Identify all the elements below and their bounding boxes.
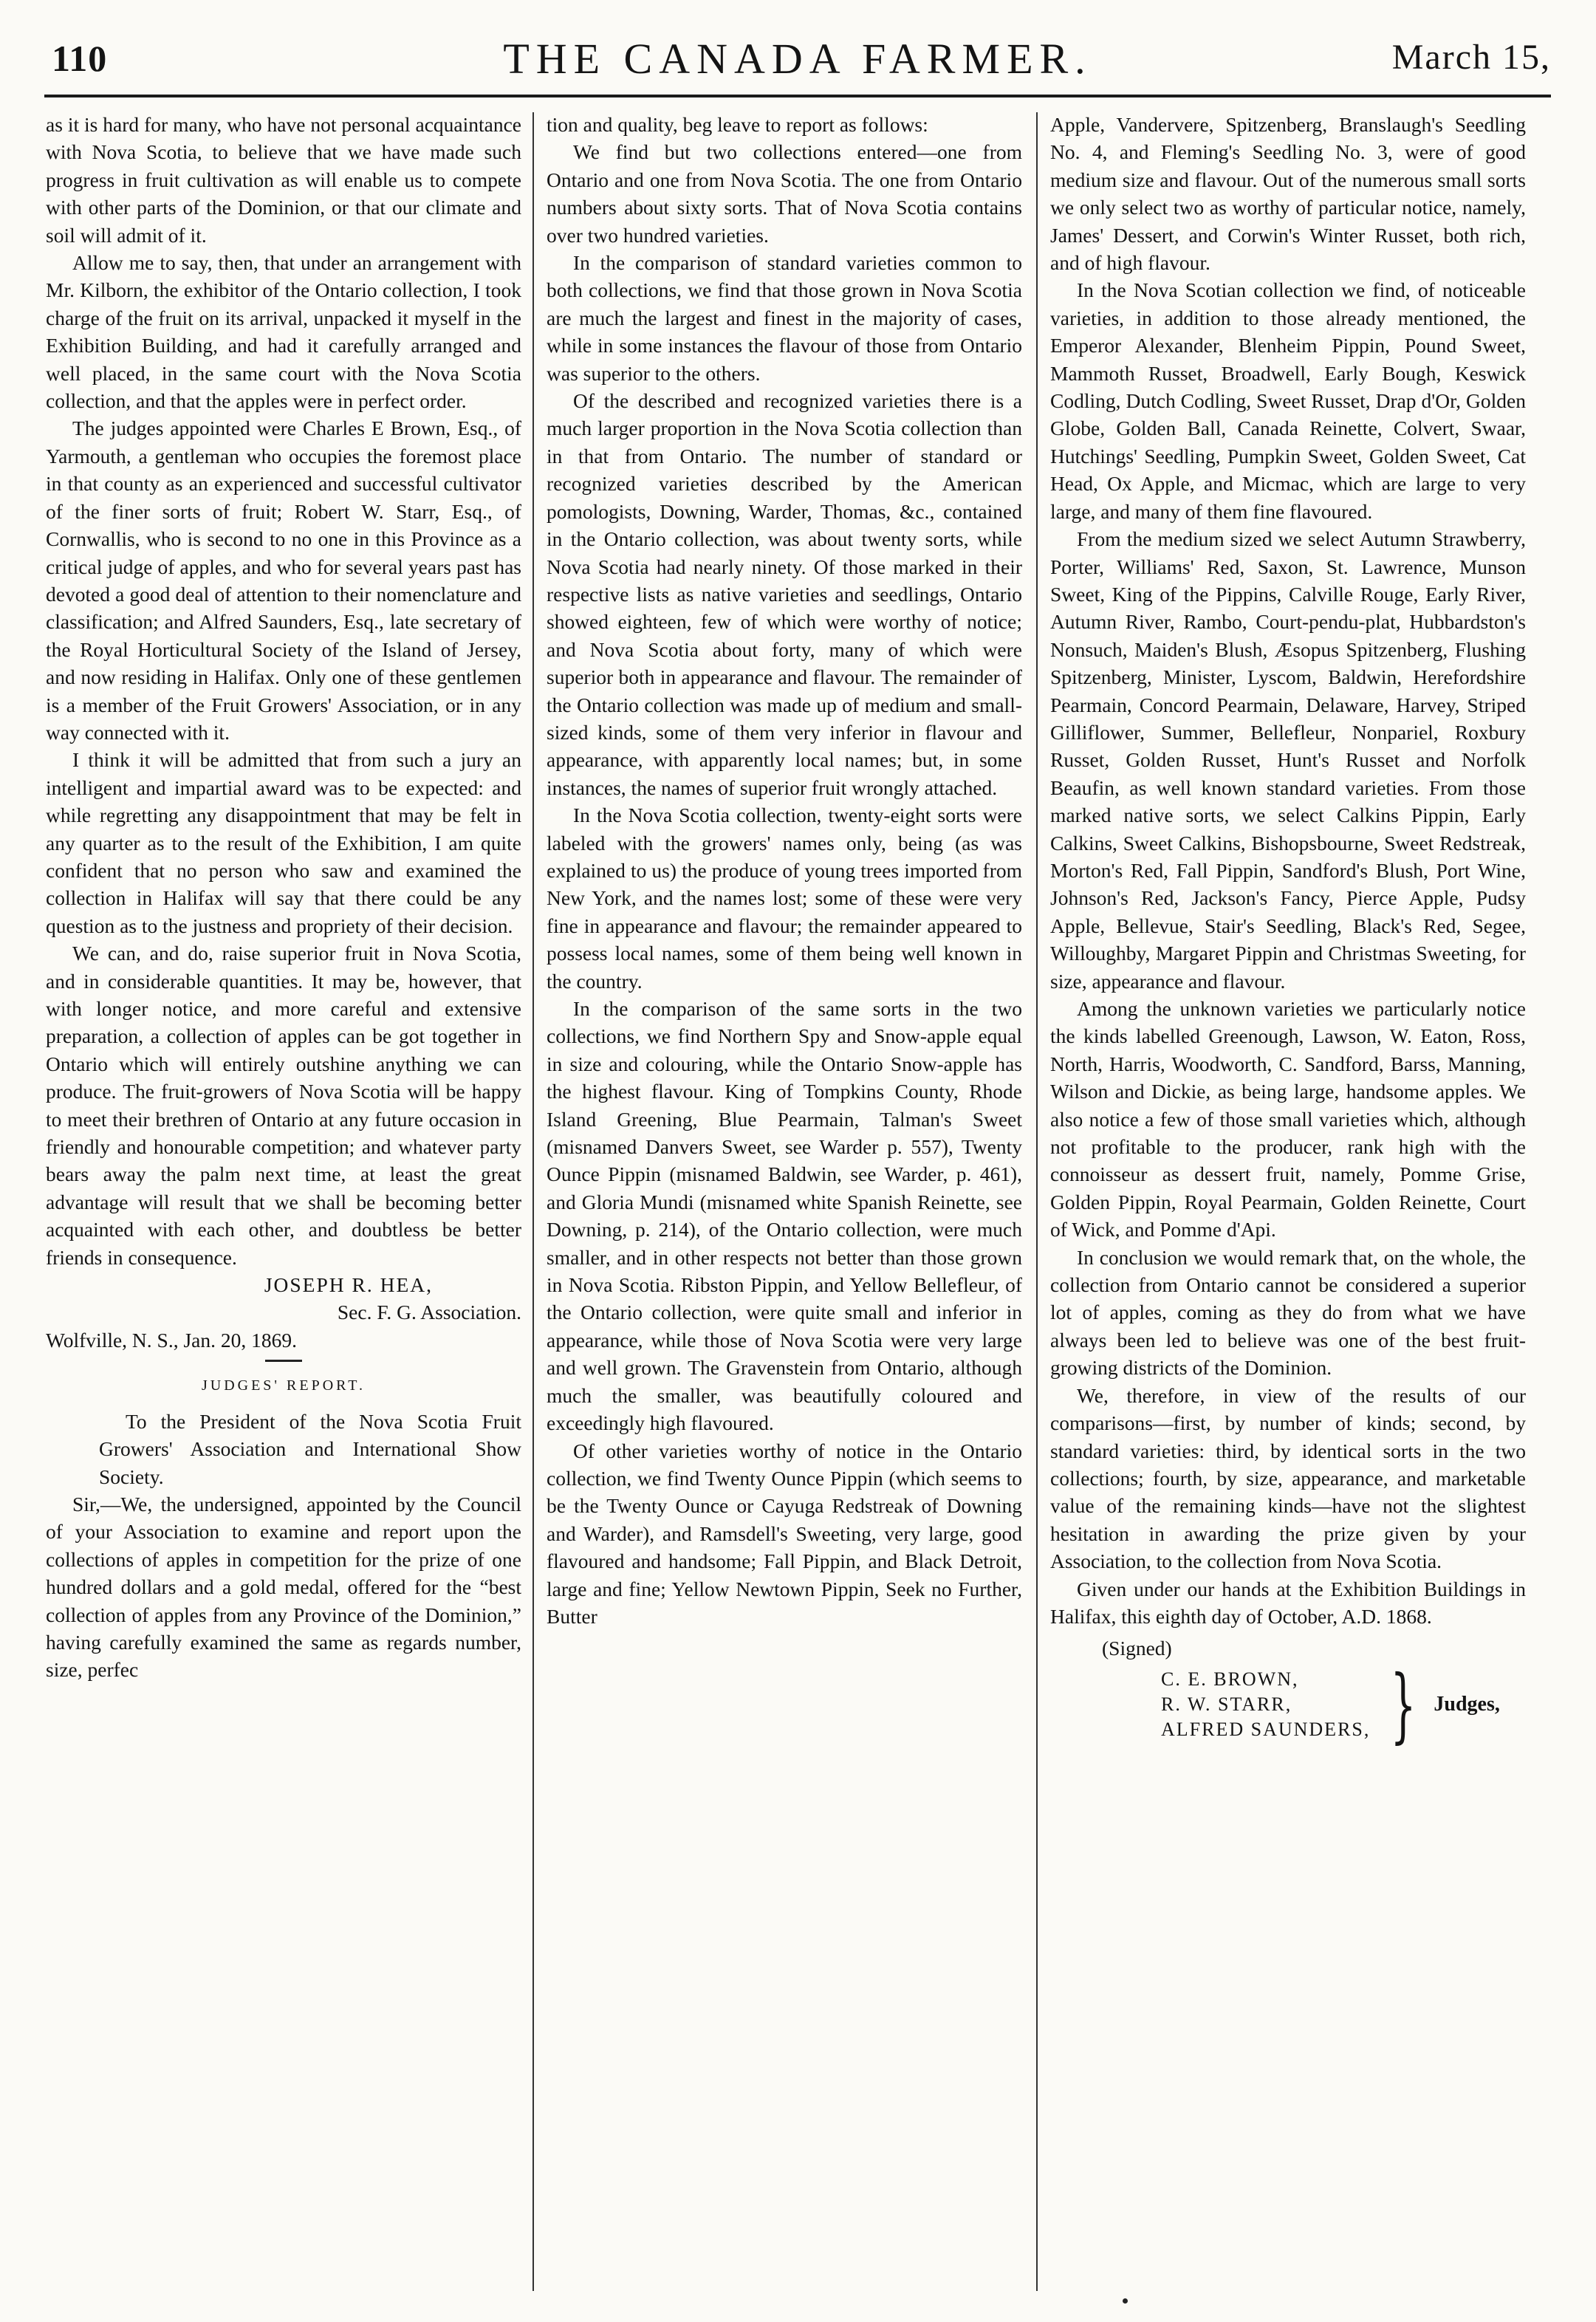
paragraph: From the medium sized we select Autumn Strawberry, Porter, Williams' Red, Saxon, St. Lawrence, Munson Sweet, King of the Pippins, Calville Rouge, Early River, Autumn River, Rambo, Court-pendu-plat, Hubbardston's Nonsuch, Maiden's Blush, Æsopus Spitzenberg, Flushing Spitzenberg, Minister, Lyscom, Baldwin, Herefordshire Pearmain, Concord Pearmain, Delaware, Harvey, Striped Gilliflower, Summer, Bellefleur, Nonpariel, Roxbury Russet, Golden Russet, Hunt's Russet and Norfolk Beaufin, as well known standard varieties. From those marked native sorts, we select Calkins Pippin, Early Calkins, Sweet Calkins, Bishopsbourne, Sweet Redstreak, Morton's Red, Fall Pippin, Sandford's Blush, Port Wine, Johnson's Red, Jackson's Fancy, Pierce Apple, Pudsy Apple, Bellevue, Stair's Seedling, Black's Red, Segee, Willoughby, Margaret Pippin and Christmas Sweeting, for size, appearance and flavour. (1050, 527, 1526, 993)
letter-signature-title: Sec. F. G. Association. (337, 1301, 521, 1324)
paragraph: We find but two collections entered—one from Ontario and one from Nova Scotia. The one from Ontario numbers about sixty sorts. That of Nova Scotia contains over two hundred varieties. (547, 140, 1022, 247)
paragraph: In the comparison of the same sorts in the two collections, we find Northern Spy and Snow-apple equal in size and colouring, while the Ontario Snow-apple has the highest flavour. King of Tompkins County, Rhode Island Greening, Blue Pearmain, Talman's Sweet (misnamed Danvers Sweet, see Warder p. 557), Twenty Ounce Pippin (misnamed Baldwin, see Warder, p. 461), and Gloria Mundi (misnamed white Spanish Reinette, see Downing, p. 214), of the Ontario collection, were much smaller, and in other respects not better than those grown in Nova Scotia. Ribston Pippin, and Yellow Bellefleur, of the Ontario collection, were quite small and inferior in appearance, while those of Nova Scotia were very large and well grown. The Gravenstein from Ontario, although much the smaller, was beautifully coloured and exceedingly high flavoured. (547, 997, 1022, 1435)
paragraph: tion and quality, beg leave to report as follows: (547, 113, 928, 136)
column-2 (547, 111, 1022, 2297)
paragraph: Allow me to say, then, that under an arrangement with Mr. Kilborn, the exhibitor of the Ontario collection, I took charge of the fruit on its arrival, unpacked it myself in the Exhibition Building, and had it carefully arranged and well placed, in the same court with the Nova Scotia collection, and that the apples were in perfect order. (46, 251, 521, 413)
paragraph: In the Nova Scotian collection we find, of noticeable varieties, in addition to those already mentioned, the Emperor Alexander, Blenheim Pippin, Pound Sweet, Mammoth Russet, Broadwell, Early Bough, Keswick Codling, Dutch Codling, Sweet Russet, Drap d'Or, Golden Globe, Golden Ball, Canada Reinette, Colvert, Swaar, Hutchings' Seedling, Pumpkin Sweet, Golden Sweet, Cat Head, Ox Apple, and Micmac, which are large to very large, and many of them fine flavoured. (1050, 278, 1526, 523)
paragraph: Among the unknown varieties we particularly notice the kinds labelled Greenough, Lawson, W. Eaton, Ross, North, Harris, Woodworth, C. Sandford, Barss, Manning, Wilson and Dickie, as being large, handsome apples. We also notice a few of those small varieties which, although not profitable to the producer, rank high with the connoisseur as dessert fruit, namely, Pomme Grise, Golden Pippin, Royal Pearmain, Golden Reinette, Court of Wick, and Pomme d'Api. (1050, 997, 1526, 1242)
letter-signature-name: JOSEPH R. HEA, (264, 1273, 433, 1297)
paragraph: Apple, Vandervere, Spitzenberg, Branslaugh's Seedling No. 4, and Fleming's Seedling No. 3, were of good medium size and flavour. Out of the numerous small sorts we only select two as worthy of particular notice, namely, James' Dessert, and Corwin's Winter Russet, both rich, and of high flavour. (1050, 113, 1526, 275)
paragraph: In conclusion we would remark that, on the whole, the collection from Ontario cannot be considered a superior lot of apples, coming as they do from what we have always been led to believe was one of the best fruit-growing districts of the Dominion. (1050, 1245, 1526, 1380)
paragraph: We can, and do, raise superior fruit in Nova Scotia, and in considerable quantities. It may be, however, that with longer notice, and more careful and extensive preparation, a collection of apples can be got together in Ontario which will entirely outshine anything we can produce. The fruit-growers of Nova Scotia will be happy to meet their brethren of Ontario at any future occasion in friendly and honourable competition; and whatever party bears away the palm next time, at least the great advantage will result that we shall be becoming better acquainted with each other, and doubtless be better friends in consequence. (46, 942, 521, 1269)
stray-dot-mark (1123, 2298, 1128, 2304)
paragraph: Given under our hands at the Exhibition Buildings in Halifax, this eighth day of October, A.D. 1868. (1050, 1577, 1526, 1628)
paragraph: The judges appointed were Charles E Brown, Esq., of Yarmouth, a gentleman who occupies the foremost place in that county as an experienced and successful cultivator of the finer sorts of fruit; Robert W. Starr, Esq., of Cornwallis, who is second to no one in this Province as a critical judge of apples, and who for several years past has devoted a good deal of attention to their nomenclature and classification; and Alfred Saunders, Esq., late secretary of the Royal Horticultural Society of the Island of Jersey, and now residing in Halifax. Only one of these gentlemen is a member of the Fruit Growers' Association, or in any way connected with it. (46, 417, 521, 744)
column-1 (46, 111, 521, 2297)
paragraph: as it is hard for many, who have not personal acquaintance with Nova Scotia, to believe that we have made such progress in fruit cultivation as will enable us to compete with other parts of the Dominion, or that our climate and soil will admit of it. (46, 113, 521, 247)
page-header (44, 21, 1551, 83)
paragraph: We, therefore, in view of the results of our comparisons—first, by number of kinds; second, by standard varieties: third, by identical sorts in the two collections; fourth, by size, appearance, and marketable value of the remaining kinds—have not the slightest hesitation in awarding the prize given by your Association, to the collection from Nova Scotia. (1050, 1383, 1526, 1573)
header-rule (44, 95, 1551, 97)
paragraph: Sir,—We, the undersigned, appointed by the Council of your Association to examine and report upon the collections of apples in competition for the prize of one hundred dollars and a gold medal, offered for the “best collection of apples from any Province of the Dominion,” having carefully examined the same as regards number, size, perfec (46, 1492, 521, 1682)
judge-name: ALFRED SAUNDERS, (1161, 1718, 1371, 1740)
judges-names (1050, 1667, 1370, 1742)
paragraph: I think it will be admitted that from such a jury an intelligent and impartial award was to be expected: and while regretting any disappointment that may be felt in any quarter as to the result of the Exhibition, I am quite confident that no person who saw and examined the collection in Halifax will say that there could be any question as to the justness and propriety of their decision. (46, 748, 521, 937)
paragraph: Of other varieties worthy of notice in the Ontario collection, we find Twenty Ounce Pippin (which seems to be the Twenty Ounce or Cayuga Redstreak of Downing and Warder), and Ramsdell's Sweeting, very large, good flavoured and handsome; Fall Pippin, and Black Detroit, large and fine; Yellow Newtown Pippin, Seek no Further, Butter (547, 1439, 1022, 1628)
judges-signatures (1050, 1657, 1526, 1752)
column-3 (1050, 111, 1526, 2297)
paragraph: In the Nova Scotia collection, twenty-eight sorts were labeled with the growers' names only, being (as was explained to us) the produce of young trees imported from New York, and the names lost; some of these were very fine in appearance and flavour; the remainder appeared to possess local names, some of them being well known in the country. (547, 804, 1022, 993)
page-number: 110 (52, 38, 108, 79)
judges-label: Judges, (1434, 1693, 1500, 1716)
signed-note: (Signed) (1102, 1637, 1172, 1660)
judge-name: C. E. BROWN, (1161, 1668, 1299, 1690)
section-divider (265, 1360, 302, 1362)
section-heading: JUDGES' REPORT. (201, 1377, 366, 1394)
column-divider-2 (1036, 112, 1038, 2291)
newspaper-title: THE CANADA FARMER. (503, 35, 1092, 83)
judge-name: R. W. STARR, (1161, 1693, 1292, 1715)
letter-place-date: Wolfville, N. S., Jan. 20, 1869. (46, 1328, 297, 1352)
right-brace-icon: } (1390, 1657, 1417, 1752)
issue-date: March 15, (1391, 38, 1551, 77)
paragraph: In the comparison of standard varieties common to both collections, we find that those grown in Nova Scotia are much the largest and finest in the majority of cases, while in some instances the flavour of those from Ontario was superior to the others. (547, 251, 1022, 385)
paragraph: Of the described and recognized varieties there is a much larger proportion in the Nova Scotia collection than in that from Ontario. The number of standard or recognized varieties described by the American pomologists, Downing, Warder, Thomas, &c., contained in the Ontario collection, was about twenty sorts, while Nova Scotia had nearly ninety. Of those marked in their respective lists as native varieties and seedlings, Ontario showed eighteen, few of which were worthy of notice; and Nova Scotia about forty, many of which were superior both in appearance and flavour. The remainder of the Ontario collection was made up of medium and small-sized kinds, some of them very inferior in flavour and appearance, with apparently local names; but, in some instances, the names of superior fruit wrongly attached. (547, 389, 1022, 799)
report-address: To the President of the Nova Scotia Fruit Growers' Association and International Show Society. (99, 1409, 521, 1488)
column-divider-1 (532, 112, 534, 2291)
